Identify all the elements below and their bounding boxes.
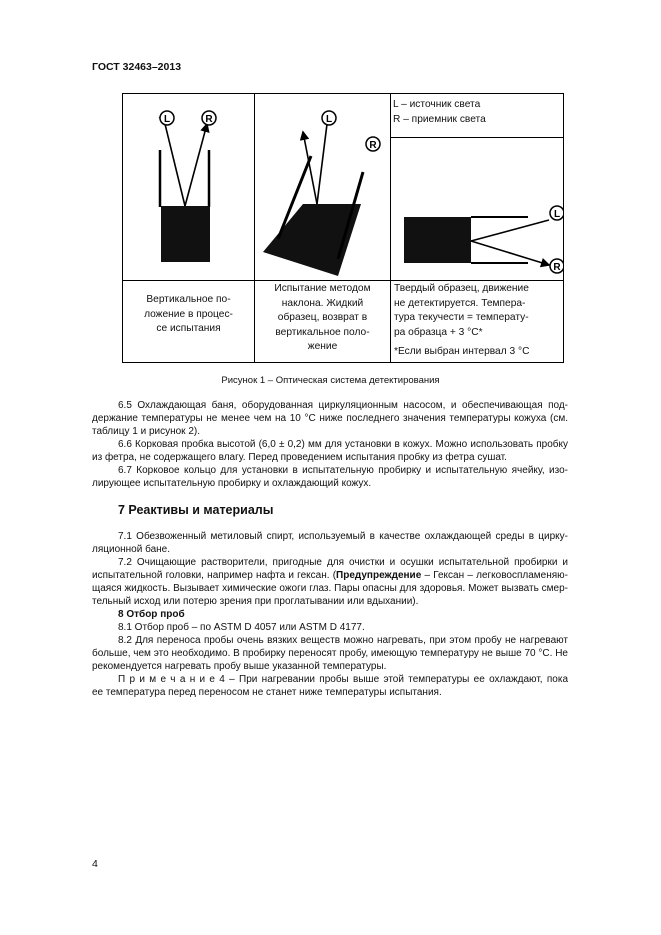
- figure-caption: Рисунок 1 – Оптическая система детектирования: [221, 375, 440, 386]
- caption-solid: [394, 282, 529, 360]
- text-line: 7.2 Очищающие растворители, пригодные для очистки и осушки испытательной пробирки и: [118, 557, 568, 568]
- caption-line: образец, возврат в: [277, 312, 368, 323]
- text-line: 6.7 Корковое кольцо для установки в испытательную пробирку и испытательную ячейку, изо-: [118, 465, 568, 476]
- note: П р и м е ч а н и е 4 – При нагревании пробы выше этой температуры ее охлаждают, пока: [118, 674, 569, 685]
- text-line: держание температуры не менее чем на 10 °С ниже последнего значения температуры кожуха (см.: [92, 413, 568, 424]
- text-line: 8.2 Для переноса пробы очень вязких веществ можно нагревать, при этом пробу не нагревают: [118, 635, 568, 646]
- caption-line: Вертикальное по-: [146, 294, 231, 305]
- caption-line: вертикальное поло-: [275, 326, 370, 338]
- text-line: лирующее испытательную пробирку и охлаждающий кожух.: [92, 478, 372, 489]
- svg-text:L: L: [325, 114, 333, 125]
- svg-text:L: L: [163, 114, 171, 125]
- caption-line: Твердый образец, движение: [394, 283, 529, 294]
- caption-line: ра образца + 3 °С*: [394, 326, 483, 338]
- light-receiver-marker: [202, 111, 563, 273]
- legend-item: R – приемник света: [393, 113, 486, 125]
- text-line: ее температура перед переносом не станет ниже температуры испытания.: [92, 687, 442, 698]
- caption-line: не детектируется. Темпера-: [394, 297, 526, 309]
- caption-line: тура текучести = температу-: [394, 312, 529, 323]
- text-line: 7.1 Обезвоженный метиловый спирт, используемый в качестве охлаждающей среды в цирку-: [118, 531, 568, 542]
- caption-line: ложение в процес-: [144, 308, 233, 320]
- caption-line: се испытания: [156, 323, 221, 334]
- text-line: щаяся жидкость. Вызывает химические ожоги глаз. Пары опасны для здоровья. Может вызвать смер-: [92, 583, 568, 594]
- document-header: ГОСТ 32463–2013: [92, 61, 182, 73]
- text-line: тельный исход или потерю зрения при проглатывании или вдыхании).: [92, 596, 419, 607]
- figure-table: [122, 93, 564, 363]
- text-line: 6.6 Корковая пробка высотой (6,0 ± 0,2) мм для установки в кожух. Можно использовать пробку: [118, 439, 568, 450]
- warning-label: Предупреждение: [336, 570, 422, 581]
- legend-item: L – источник света: [393, 99, 481, 110]
- section-7-heading: 7 Реактивы и материалы: [118, 503, 274, 517]
- footnote: *Если выбран интервал 3 °С: [394, 346, 530, 357]
- caption-line: наклона. Жидкий: [281, 297, 364, 309]
- section-6-paragraphs: [92, 399, 568, 490]
- text-line: из фетра, не содержащего влагу. Перед проведением испытания пробку из фетра сушат.: [92, 452, 507, 463]
- svg-text:R: R: [205, 114, 213, 125]
- page-number: 4: [92, 858, 98, 870]
- figure-legend: [393, 98, 486, 127]
- text-line: таблицу 1 и рисунок 2).: [92, 426, 200, 437]
- svg-text:R: R: [369, 140, 377, 151]
- optical-diagram: [123, 94, 563, 280]
- caption-vertical: [123, 293, 254, 337]
- caption-line: жение: [307, 341, 338, 352]
- text-line: 8.1 Отбор проб – по ASTM D 4057 или ASTM D 4177.: [118, 622, 365, 633]
- svg-text:R: R: [553, 262, 561, 273]
- text-line: рекомендуется нагревать пробу выше указанной температуры.: [92, 661, 387, 672]
- caption-line: Испытание методом: [274, 283, 371, 294]
- text-line: 6.5 Охлаждающая баня, оборудованная циркуляционным насосом, и обеспечивающая под-: [118, 400, 568, 411]
- section-8-heading: 8 Отбор проб: [118, 609, 185, 620]
- caption-tilt: [255, 282, 390, 355]
- svg-text:L: L: [553, 209, 561, 220]
- section-7-8-paragraphs: 7.1 Обезвоженный метиловый спирт, используемый в качестве охлаждающей среды в цирку- ляционной бане. 7.2 Очищающие растворители, пригодные для очистки и осушки испытательной пробирки и испытательной головки, например нафта и гексан. (Предупреждение – Гексан – легковоспламеняю- щаяся жидкость. Вызывает химические ожоги глаз. Пары опасны для здоровья. Может вызвать смер- тельный исход или потерю зрения при проглатывании или вдыхании). 8 Отбор проб 8.1 Отбор проб – по ASTM D 4057 или ASTM D 4177. 8.2 Для переноса пробы очень вязких веществ можно нагревать, при этом пробу не нагревают больше, чем это необходимо. В пробирку переносят пробу, имеющую температуру не выше 70 °С. Не рекомендуется нагревать пробу выше указанной температуры. П р и м е ч а н и е 4 – При нагревании пробы выше этой температуры ее охлаждают, пока ее температура перед переносом не станет ниже температуры испытания.: [92, 531, 569, 698]
- light-source-marker: [160, 111, 563, 220]
- text-line: больше, чем это необходимо. В пробирку переносят пробу, имеющую температуру не выше 70 °С. Не: [92, 648, 568, 659]
- text-line: ляционной бане.: [92, 544, 171, 555]
